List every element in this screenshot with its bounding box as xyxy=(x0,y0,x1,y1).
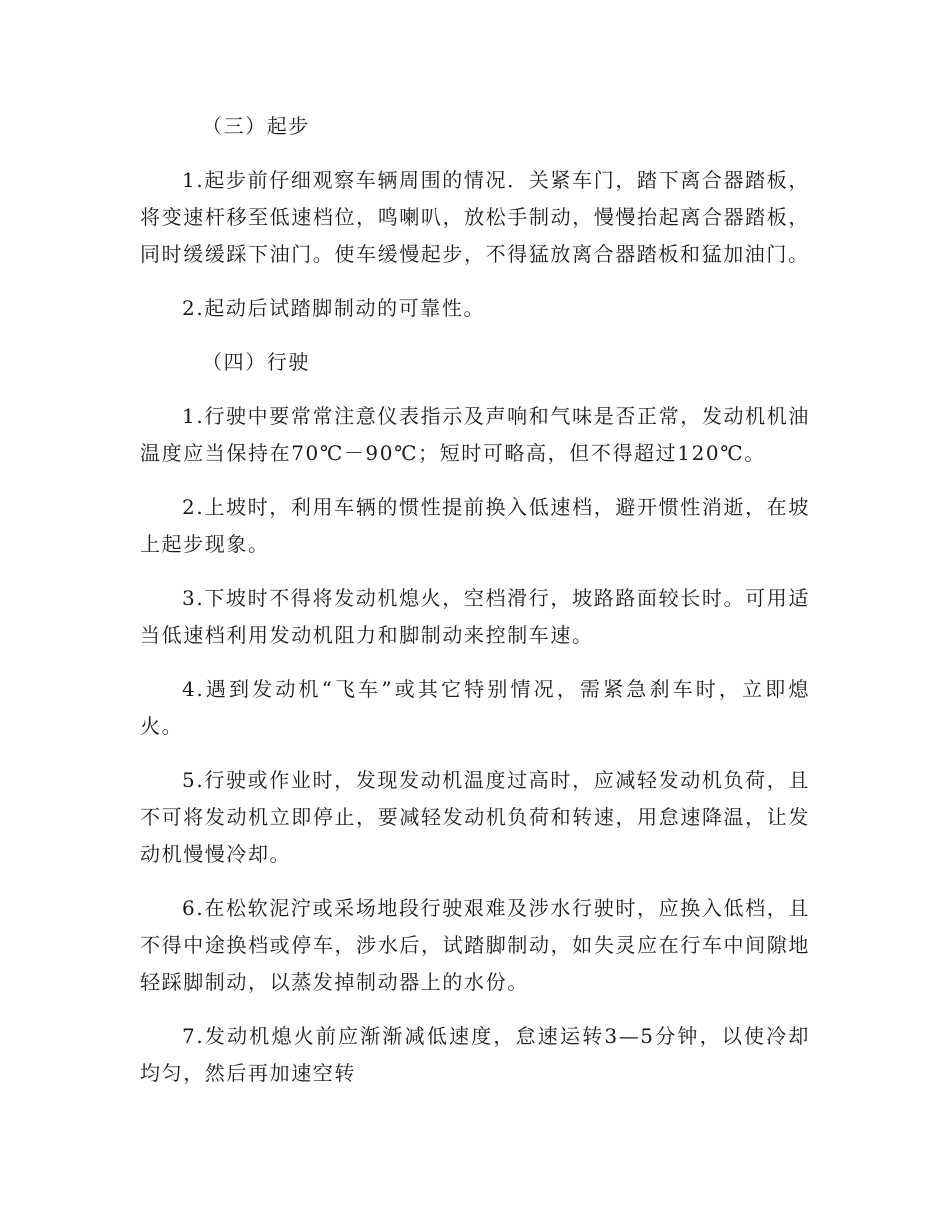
paragraph-driving-4: 4.遇到发动机“飞车”或其它特别情况，需紧急刹车时，立即熄火。 xyxy=(140,677,810,738)
paragraph-driving-7: 7.发动机熄火前应渐渐减低速度，怠速运转3—5分钟，以使冷却均匀，然后再加速空转 xyxy=(140,1024,810,1085)
paragraph-start-2: 2.起动后试踏脚制动的可靠性。 xyxy=(182,296,486,320)
section-heading-start: （三）起步 xyxy=(202,114,310,138)
paragraph-driving-2: 2.上坡时，利用车辆的惯性提前换入低速档，避开惯性消逝，在坡上起步现象。 xyxy=(140,495,810,556)
paragraph-start-1: 1.起步前仔细观察车辆周围的情况．关紧车门，踏下离合器踏板，将变速杆移至低速档位，鸣喇叭，放松手制动，慢慢抬起离合器踏板，同时缓缓踩下油门。使车缓慢起步，不得猛放离合器踏板和猛加油门。 xyxy=(140,168,810,266)
paragraph-driving-3: 3.下坡时不得将发动机熄火，空档滑行，坡路路面较长时。可用适当低速档利用发动机阻力和脚制动来控制车速。 xyxy=(140,586,810,647)
section-heading-driving: （四）行驶 xyxy=(202,350,310,374)
paragraph-driving-6: 6.在松软泥泞或采场地段行驶艰难及涉水行驶时，应换入低档，且不得中途换档或停车，涉水后，试踏脚制动，如失灵应在行车中间隙地轻踩脚制动，以蒸发掉制动器上的水份。 xyxy=(140,896,810,994)
paragraph-driving-1: 1.行驶中要常常注意仪表指示及声响和气味是否正常，发动机机油温度应当保持在70℃－90℃；短时可略高，但不得超过120℃。 xyxy=(140,404,810,465)
paragraph-driving-5: 5.行驶或作业时，发现发动机温度过高时，应减轻发动机负荷，且不可将发动机立即停止，要减轻发动机负荷和转速，用怠速降温，让发动机慢慢冷却。 xyxy=(140,768,810,866)
document-body xyxy=(140,108,810,1109)
